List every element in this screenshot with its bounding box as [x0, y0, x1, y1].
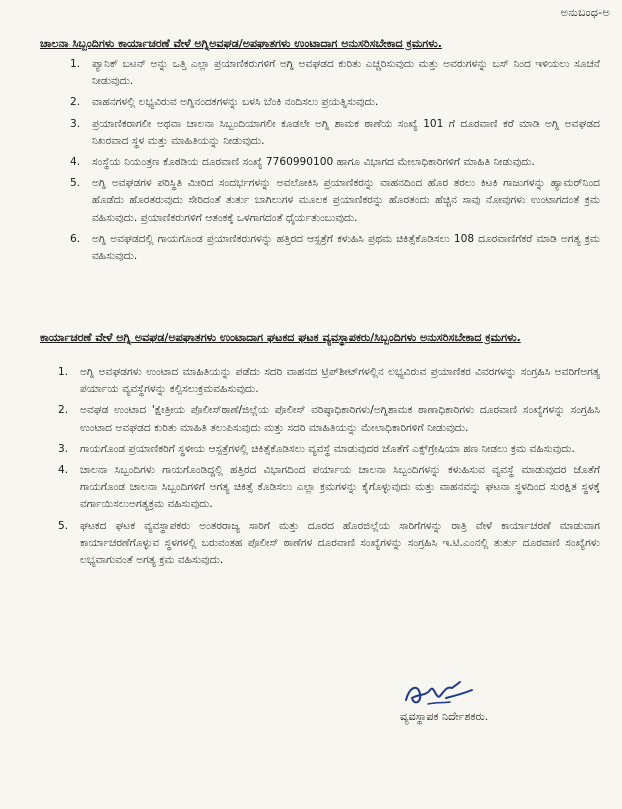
- item-number: 6.: [70, 232, 81, 245]
- item-text: ಪ್ರಯಾಣಿಕರಾಗಲೀ ಅಥವಾ ಚಾಲನಾ ಸಿಬ್ಬಂದಿಯಾಗಲೀ ಕೂಡಲೇ ಅಗ್ನಿ ಶಾಮಕ ಠಾಣೆಯ ಸಂಖ್ಯೆ 101 ಗೆ ದೂರವಾಣಿ ಕರೆ ಮಾಡಿ ಅಗ್ನಿ ಅವಘಡದ ನಿಖರವಾದ ಸ್ಥಳ ಮತ್ತು ಮಾಹಿತಿಯನ್ನು ನೀಡುವುದು.: [92, 117, 600, 147]
- item-text: ಅವಘಡ ಉಂಟಾದ 'ಕ್ಷೇತ್ರೀಯ ಪೊಲೀಸ್‌ಠಾಣೆ/ಜಿಲ್ಲೆಯ ಪೊಲೀಸ್ ವರಿಷ್ಠಾಧಿಕಾರಿಗಳು/ಅಗ್ನಿಶಾಮಕ ಠಾಣಾಧಿಕಾರಿಗಳು ದೂರವಾಣಿ ಸಂಖ್ಯೆಗಳನ್ನು ಸಂಗ್ರಹಿಸಿ ಉಂಟಾದ ಅವಘಡದ ಕುರಿತು ಮಾಹಿತಿ ತಲುಪಿಸುವುದು ಮತ್ತು ಸದರಿ ಮಾಹಿತಿಯನ್ನು ಮೇಲಾಧಿಕಾರಿಗಳಿಗೆ ನೀಡುವುದು.: [80, 404, 600, 434]
- item-number: 4.: [58, 464, 69, 477]
- item-number: 4.: [70, 156, 81, 169]
- list-item: [58, 441, 600, 458]
- item-number: 1.: [70, 58, 81, 70]
- section1-heading: ಚಾಲನಾ ಸಿಬ್ಬಂದಿಗಳು ಕಾರ್ಯಾಚರಣೆ ವೇಳೆ ಅಗ್ನಿಅವಘಡ/ಅಪಘಾತಗಳು ಉಂಟಾದಾಗ ಅನುಸರಿಸಬೇಕಾದ ಕ್ರಮಗಳು.: [40, 37, 442, 50]
- annex-label: ಅನುಬಂಧ-ಅ: [560, 6, 610, 19]
- item-number: 5.: [58, 519, 69, 532]
- section2-list: [58, 364, 600, 573]
- section1-list: [70, 56, 600, 269]
- list-item: [70, 231, 600, 265]
- item-text: ಅಗ್ನಿ ಅವಘಡಗಳು ಉಂಟಾದ ಮಾಹಿತಿಯನ್ನು ಪಡೆದು ಸದರಿ ವಾಹನದ ಟ್ರಿಪ್‌ಶೀಟ್‌ಗಳಲ್ಲಿನ ಲಭ್ಯವಿರುವ ಪ್ರಯಾಣಿಕರ ವಿವರಗಳನ್ನು ಸಂಗ್ರಹಿಸಿ ಅವರಿಗೆಅಗತ್ಯ ಪರ್ಯಾಯ ವ್ಯವಸ್ಥೆಗಳನ್ನು ಕಲ್ಪಿಸಲುಕ್ರಮವಹಿಸುವುದು.: [80, 366, 600, 396]
- item-text: ವಾಹನಗಳಲ್ಲಿ ಲಭ್ಯವಿರುವ ಅಗ್ನಿನಂದಕಗಳನ್ನು ಬಳಸಿ ಬೆಂಕಿ ನಂದಿಸಲು ಪ್ರಯತ್ನಿಸುವುದು.: [92, 96, 379, 109]
- item-number: 2.: [58, 404, 69, 417]
- item-text: ಸಂಸ್ಥೆಯ ನಿಯಂತ್ರಣ ಕೊಠಡಿಯ ದೂರವಾಣಿ ಸಂಖ್ಯೆ 7760990100 ಹಾಗೂ ವಿಭಾಗದ ಮೇಲಾಧಿಕಾರಿಗಳಿಗೆ ಮಾಹಿತಿ ನೀಡುವುದು.: [92, 156, 535, 169]
- item-text: ಪ್ಯಾನಿಕ್ ಬಟನ್ ಅನ್ನು ಒತ್ತಿ ಎಲ್ಲಾ ಪ್ರಯಾಣಿಕರುಗಳಿಗೆ ಅಗ್ನಿ ಅವಘಡದ ಕುರಿತು ಎಚ್ಚರಿಸುವುದು ಮತ್ತು ಅವರುಗಳನ್ನು ಬಸ್ ನಿಂದ ಇಳಿಯಲು ಸೂಚನೆ ನೀಡುವುದು.: [92, 58, 600, 88]
- list-item: [70, 116, 600, 150]
- item-text: ಗಾಯಗೊಂಡ ಪ್ರಯಾಣಿಕರಿಗೆ ಸ್ಥಳೀಯ ಆಸ್ಪತ್ರೆಗಳಲ್ಲಿ ಚಿಕಿತ್ಸೆಕೊಡಿಸಲು ವ್ಯವಸ್ಥೆ ಮಾಡುವುದರ ಜೊತೆಗೆ ಎಕ್ಸ್‌ಗ್ರೇಷಿಯಾ ಹಣ ನೀಡಲು ಕ್ರಮ ವಹಿಸುವುದು.: [80, 442, 575, 455]
- item-number: 1.: [58, 366, 69, 378]
- item-number: 5.: [70, 177, 81, 190]
- list-item: [70, 154, 600, 171]
- list-item: [58, 462, 600, 514]
- item-text: ಅಗ್ನಿ ಅವಘಡಗಳ ಪರಿಸ್ಥಿತಿ ಮೀರಿದ ಸಂದರ್ಭಗಳನ್ನು ಅವಲೋಕಿಸಿ ಪ್ರಯಾಣಿಕರನ್ನು ವಾಹನದಿಂದ ಹೊರ ತರಲು ಕಿಟಕಿ ಗಾಜುಗಳನ್ನು ಹ್ಯಾಮರ್‌ನಿಂದ ಹೊಡೆದು ಹೊರತರುವುದು ಸೇರಿದಂತೆ ತುರ್ತು ಬಾಗಿಲುಗಳ ಮೂಲಕ ಪ್ರಯಾಣಿಕರನ್ನು ಹೊರತಂದು ಹೆಚ್ಚಿನ ಸಾವು ನೋವುಗಳು ಉಂಟಾಗದಂತೆ ಕ್ರಮ ವಹಿಸುವುದು. ಪ್ರಯಾಣಿಕರುಗಳಿಗೆ ಆತಂಕಕ್ಕೆ ಒಳಗಾಗದಂತೆ ಧೈರ್ಯತುಂಬುವುದು.: [92, 177, 600, 224]
- item-number: 2.: [70, 96, 81, 109]
- signature-mark: [400, 676, 480, 712]
- item-text: ಚಾಲನಾ ಸಿಬ್ಬಂದಿಗಳು ಗಾಯಗೊಂಡಿದ್ದಲ್ಲಿ ಹತ್ತಿರದ ವಿಭಾಗದಿಂದ ಪರ್ಯಾಯ ಚಾಲನಾ ಸಿಬ್ಬಂದಿಗಳನ್ನು ಕಳುಹಿಸುವ ವ್ಯವಸ್ಥೆ ಮಾಡುವುದರ ಜೊತೆಗೆ ಗಾಯಗೊಂಡ ಚಾಲನಾ ಸಿಬ್ಬಂದಿಗಳಿಗೆ ಅಗತ್ಯ ಚಿಕಿತ್ಸೆ ಕೊಡಿಸಲು ಎಲ್ಲಾ ಕ್ರಮಗಳನ್ನು ಕೈಗೊಳ್ಳುವುದು ಮತ್ತು ವಾಹನವನ್ನು ಘಟನಾ ಸ್ಥಳದಿಂದ ಸುರಕ್ಷಿತ ಸ್ಥಳಕ್ಕೆ ವರ್ಗಾಯಿಸಲುಅಗತ್ಯಕ್ರಮ ವಹಿಸುವುದು.: [80, 464, 600, 511]
- list-item: [58, 364, 600, 398]
- item-number: 3.: [70, 117, 81, 130]
- item-text: ಅಗ್ನಿ ಅವಘಡದಲ್ಲಿ ಗಾಯಗೊಂಡ ಪ್ರಯಾಣಿಕರುಗಳನ್ನು ಹತ್ತಿರದ ಆಸ್ಪತ್ರೆಗೆ ಕಳುಹಿಸಿ ಪ್ರಥಮ ಚಿಕಿತ್ಸೆಕೊಡಿಸಲು 108 ದೂರವಾಣಿಗೆಕರೆ ಮಾಡಿ ಅಗತ್ಯ ಕ್ರಮ ವಹಿಸುವುದು.: [92, 232, 600, 263]
- list-item: [70, 94, 600, 111]
- list-item: [70, 56, 600, 90]
- list-item: [58, 402, 600, 436]
- list-item: [70, 175, 600, 227]
- item-text: ಘಟಕದ ಘಟಕ ವ್ಯವಸ್ಥಾಪಕರು ಅಂತರರಾಜ್ಯ ಸಾರಿಗೆ ಮತ್ತು ದೂರದ ಹೊರಜಿಲ್ಲೆಯ ಸಾರಿಗೆಗಳನ್ನು ರಾತ್ರಿ ವೇಳೆ ಕಾರ್ಯಾಚರಣೆ ಮಾಡುವಾಗ ಕಾರ್ಯಾಚರಣೆಗೊಳ್ಳುವ ಸ್ಥಳಗಳಲ್ಲಿ ಬರುವಂತಹ ಪೊಲೀಸ್ ಠಾಣೆಗಳ ದೂರವಾಣಿ ಸಂಖ್ಯೆಗಳನ್ನು ಸಂಗ್ರಹಿಸಿ ಇ.ಟಿ.ಎಂನಲ್ಲಿ ತುರ್ತು ದೂರವಾಣಿ ಸಂಖ್ಯೆಗಳು ಲಭ್ಯವಾಗುವಂತೆ ಅಗತ್ಯ ಕ್ರಮ ವಹಿಸುವುದು.: [80, 519, 600, 567]
- item-number: 3.: [58, 442, 69, 455]
- designation: ವ್ಯವಸ್ಥಾಪಕ ನಿರ್ದೇಶಕರು.: [400, 710, 489, 723]
- list-item: [58, 518, 600, 570]
- section2-heading: ಕಾರ್ಯಾಚರಣೆ ವೇಳೆ ಅಗ್ನಿ ಅವಘಡ/ಅಪಘಾತಗಳು ಉಂಟಾದಾಗ ಘಟಕದ ಘಟಕ ವ್ಯವಸ್ಥಾಪಕರು/ಸಿಬ್ಬಂದಿಗಳು ಅನುಸರಿಸಬೇಕಾದ ಕ್ರಮಗಳು.: [40, 331, 521, 344]
